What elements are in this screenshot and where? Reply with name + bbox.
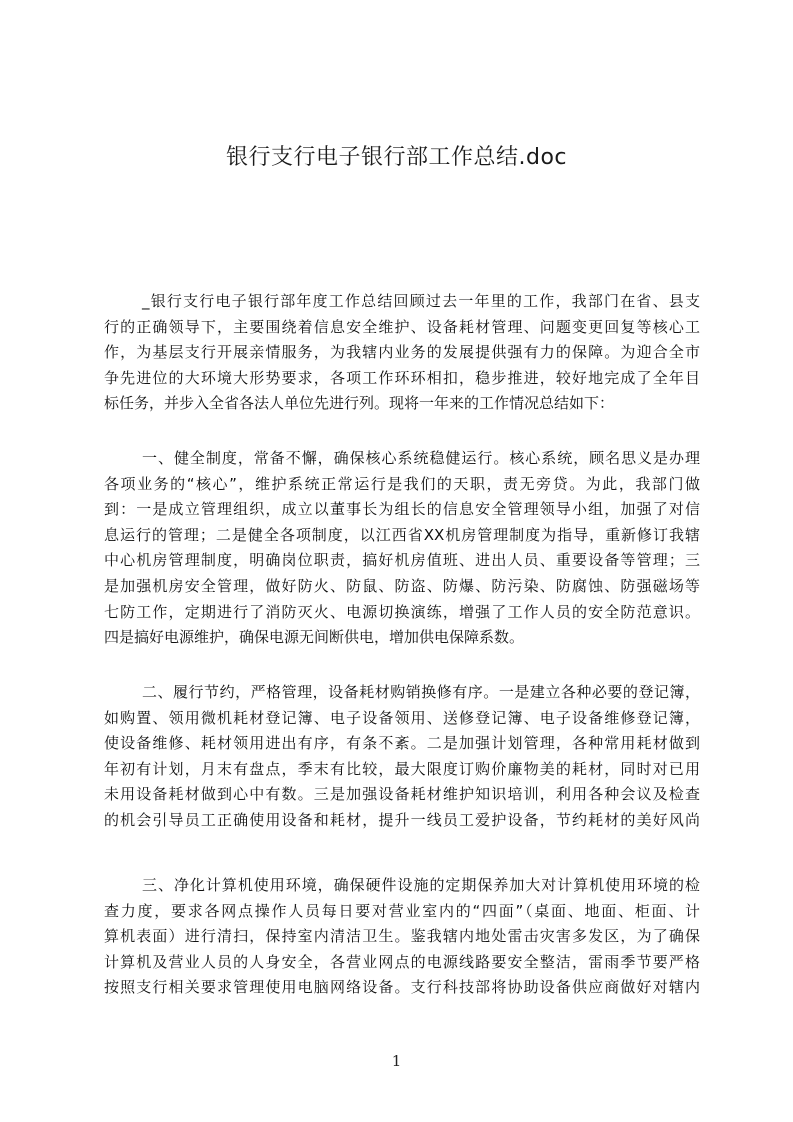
- text-line: 中心机房管理制度，明确岗位职责，搞好机房值班、进出人员、重要设备等管理；三: [104, 551, 700, 570]
- text-line: 争先进位的大环境大形势要求，各项工作环环相扣，稳步推进，较好地完成了全年目: [104, 368, 700, 387]
- text-line: 标任务，并步入全省各法人单位先进行列。现将一年来的工作情况总结如下：: [104, 394, 615, 413]
- text-line: 的机会引导员工正确使用设备和耗材，提升一线员工爱护设备，节约耗材的美好风尚: [104, 810, 700, 829]
- text-line: 三、净化计算机使用环境，确保硬件设施的定期保养加大对计算机使用环境的检: [142, 876, 700, 894]
- text-line: 年初有计划，月末有盘点，季末有比较，最大限度订购价廉物美的耗材，同时对已用: [104, 759, 700, 778]
- text-line: 使设备维修、耗材领用进出有序，有条不紊。二是加强计划管理，各种常用耗材做到: [104, 734, 700, 753]
- text-line: 按照支行相关要求管理使用电脑网络设备。支行科技部将协助设备供应商做好对辖内: [104, 978, 700, 997]
- text-line: 行的正确领导下，主要围绕着信息安全维护、设备耗材管理、问题变更回复等核心工: [104, 317, 700, 336]
- paragraph-section-3: [104, 873, 700, 1001]
- text-line: 如购置、领用微机耗材登记簿、电子设备领用、送修登记簿、电子设备维修登记簿，: [104, 708, 700, 727]
- text-line: 未用设备耗材做到心中有数。三是加强设备耗材维护知识培训，利用各种会议及检查: [104, 785, 700, 804]
- text-line: 二、履行节约，严格管理，设备耗材购销换修有序。一是建立各种必要的登记簿，: [142, 683, 700, 701]
- page-number: 1: [391, 1052, 402, 1070]
- text-line: 是加强机房安全管理，做好防火、防鼠、防盗、防爆、防污染、防腐蚀、防强磁场等: [104, 576, 700, 595]
- text-line: 四是搞好电源维护，确保电源无间断供电，增加供电保障系数。: [104, 628, 525, 647]
- text-line: 一、健全制度，常备不懈，确保核心系统稳健运行。核心系统，顾名思义是办理: [142, 449, 700, 467]
- text-line: 查力度，要求各网点操作人员每日要对营业室内的“四面”（桌面、地面、柜面、计: [104, 901, 700, 920]
- text-line: 计算机及营业人员的人身安全，各营业网点的电源线路要安全整洁，雷雨季节要严格: [104, 952, 700, 971]
- paragraph-intro: [104, 289, 700, 417]
- document-title: 银行支行电子银行部工作总结.doc: [225, 145, 567, 170]
- text-line: 七防工作，定期进行了消防灭火、电源切换演练，增强了工作人员的安全防范意识。: [104, 602, 700, 621]
- text-line: 算机表面）进行清扫，保持室内清洁卫生。鉴我辖内地处雷击灾害多发区，为了确保: [104, 927, 700, 946]
- paragraph-section-1: [104, 446, 700, 651]
- text-line: 息运行的管理；二是健全各项制度，以江西省XX机房管理制度为指导，重新修订我辖: [104, 525, 700, 544]
- paragraph-section-2: [104, 680, 700, 834]
- text-line: 各项业务的“核心”，维护系统正常运行是我们的天职，责无旁贷。为此，我部门做: [104, 474, 700, 493]
- text-line: 到：一是成立管理组织，成立以董事长为组长的信息安全管理领导小组，加强了对信: [104, 500, 700, 519]
- text-line: 作，为基层支行开展亲情服务，为我辖内业务的发展提供强有力的保障。为迎合全市: [104, 343, 700, 362]
- text-line: _银行支行电子银行部年度工作总结回顾过去一年里的工作，我部门在省、县支: [142, 292, 700, 310]
